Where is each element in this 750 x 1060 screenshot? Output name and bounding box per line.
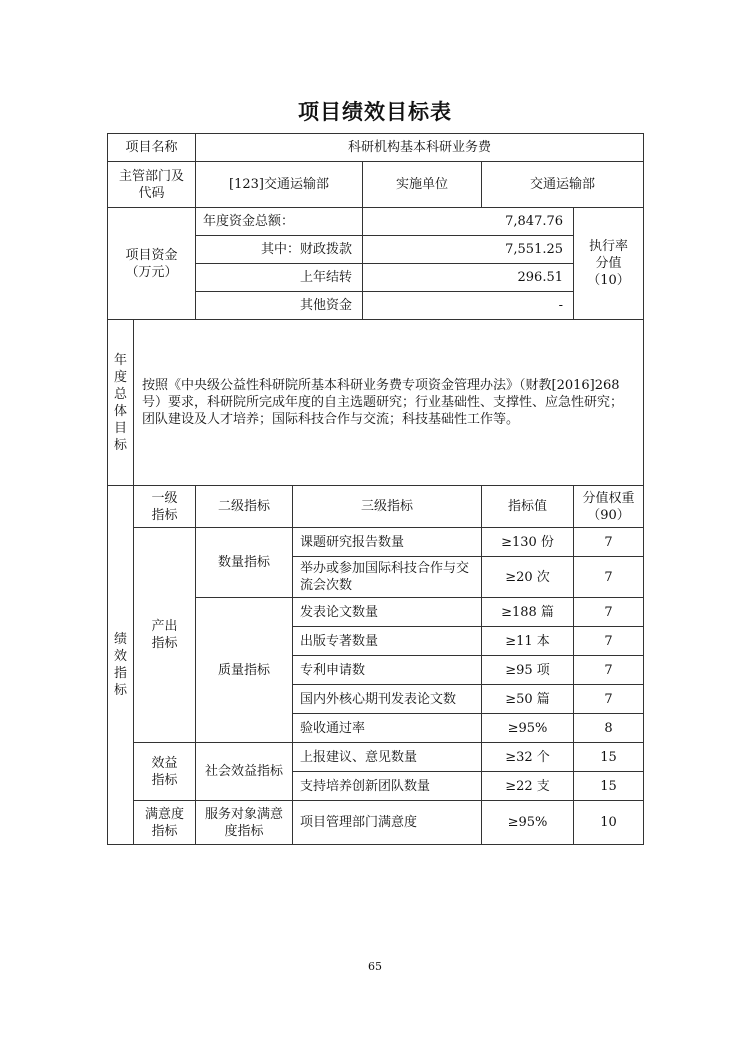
satisfaction-category: 满意度 指标 [134, 801, 196, 845]
fund-item-value: 7,551.25 [363, 236, 574, 264]
exec-unit-value: 交通运输部 [482, 162, 644, 208]
fund-item-value: 7,847.76 [363, 208, 574, 236]
indicator-weight: 7 [574, 627, 644, 656]
indicator-weight: 7 [574, 557, 644, 598]
dept-label: 主管部门及 代码 [108, 162, 196, 208]
fund-item-label: 年度资金总额： [196, 208, 363, 236]
exec-unit-label: 实施单位 [363, 162, 482, 208]
indicator-value: ≥22 支 [482, 772, 574, 801]
indicator-value: ≥20 次 [482, 557, 574, 598]
indicator-weight: 7 [574, 656, 644, 685]
fund-item-label: 上年结转 [196, 264, 363, 292]
indicator-value: ≥188 篇 [482, 598, 574, 627]
indicator-name: 发表论文数量 [293, 598, 482, 627]
indicator-name: 支持培养创新团队数量 [293, 772, 482, 801]
perf-label: 绩效指标 [108, 486, 134, 845]
header-value: 指标值 [482, 486, 574, 528]
quality-category: 质量指标 [196, 598, 293, 743]
header-level3: 三级指标 [293, 486, 482, 528]
indicator-weight: 7 [574, 528, 644, 557]
indicator-value: ≥32 个 [482, 743, 574, 772]
indicator-name: 验收通过率 [293, 714, 482, 743]
indicator-weight: 15 [574, 772, 644, 801]
indicator-weight: 15 [574, 743, 644, 772]
fund-item-label: 其他资金 [196, 292, 363, 320]
fund-item-value: 296.51 [363, 264, 574, 292]
header-weight: 分值权重 （90） [574, 486, 644, 528]
fund-item-value: - [363, 292, 574, 320]
page-title: 项目绩效目标表 [298, 99, 452, 124]
indicator-name: 上报建议、意见数量 [293, 743, 482, 772]
indicator-value: ≥95 项 [482, 656, 574, 685]
indicator-name: 国内外核心期刊发表论文数 [293, 685, 482, 714]
indicator-weight: 8 [574, 714, 644, 743]
indicator-weight: 10 [574, 801, 644, 845]
indicator-value: ≥95% [482, 714, 574, 743]
indicator-name: 项目管理部门满意度 [293, 801, 482, 845]
page-number: 65 [368, 960, 382, 973]
header-level1: 一级 指标 [134, 486, 196, 528]
performance-table [107, 133, 644, 845]
quantity-category: 数量指标 [196, 528, 293, 598]
indicator-name: 课题研究报告数量 [293, 528, 482, 557]
indicator-name: 出版专著数量 [293, 627, 482, 656]
service-satisfaction-category: 服务对象满意 度指标 [196, 801, 293, 845]
social-benefit-category: 社会效益指标 [196, 743, 293, 801]
exec-rate-cell: 执行率 分值 （10） [574, 208, 644, 320]
indicator-weight: 7 [574, 598, 644, 627]
header-level2: 二级指标 [196, 486, 293, 528]
output-category: 产出 指标 [134, 528, 196, 743]
indicator-value: ≥50 篇 [482, 685, 574, 714]
project-name-label: 项目名称 [108, 134, 196, 162]
annual-goal-text: 按照《中央级公益性科研院所基本科研业务费专项资金管理办法》（财教[2016]268号）要求，科研院所完成年度的自主选题研究；行业基础性、支撑性、应急性研究；团队建设及人才培养；国际科技合作与交流；科技基础性工作等。 [134, 320, 644, 486]
indicator-name: 专利申请数 [293, 656, 482, 685]
indicator-weight: 7 [574, 685, 644, 714]
project-name-value: 科研机构基本科研业务费 [196, 134, 644, 162]
indicator-name: 举办或参加国际科技合作与交流会次数 [293, 557, 482, 598]
indicator-value: ≥130 份 [482, 528, 574, 557]
dept-value: [123]交通运输部 [196, 162, 363, 208]
benefit-category: 效益 指标 [134, 743, 196, 801]
indicator-value: ≥11 本 [482, 627, 574, 656]
annual-goal-label: 年度总体目标 [108, 320, 134, 486]
indicator-value: ≥95% [482, 801, 574, 845]
fund-item-label: 其中：财政拨款 [196, 236, 363, 264]
funds-label: 项目资金 （万元） [108, 208, 196, 320]
